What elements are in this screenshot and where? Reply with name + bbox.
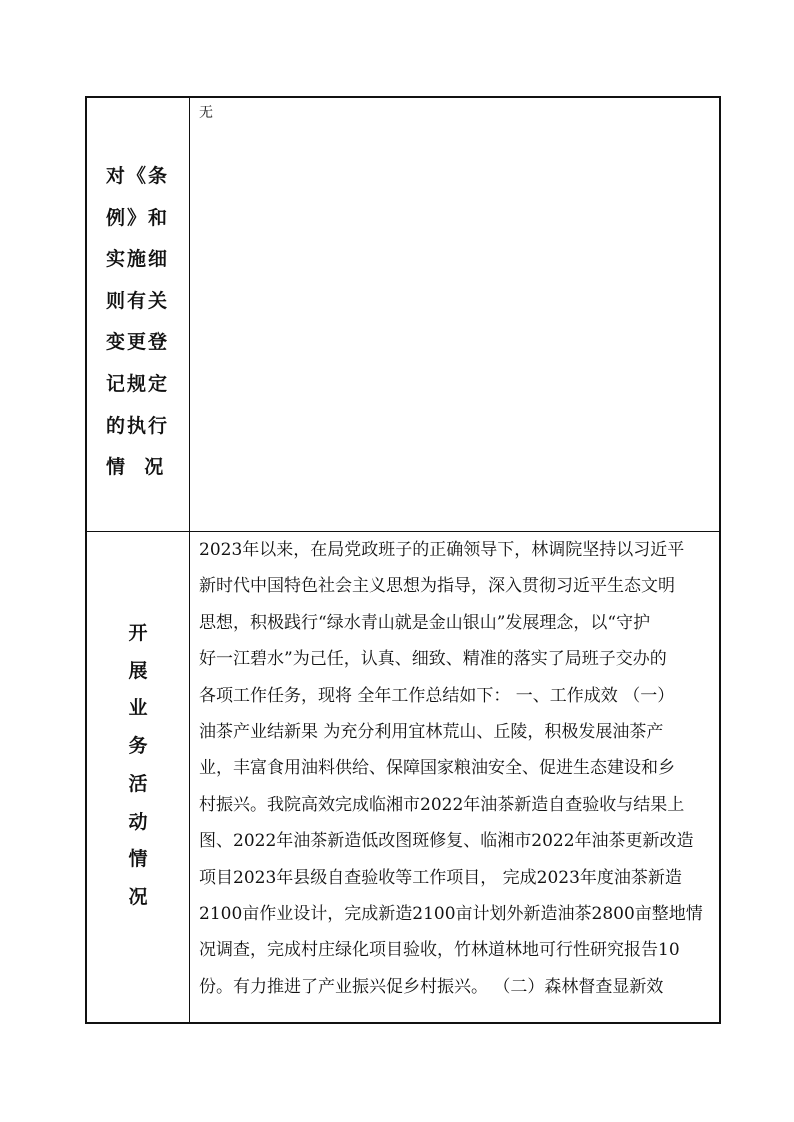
label-line: 变更登 (106, 331, 170, 354)
paragraph-line: 项目2023年县级自查验收等工作项目， 完成2023年度油茶新造 (199, 867, 682, 888)
label-char: 活 (128, 772, 148, 795)
label-line: 实施细 (106, 248, 170, 271)
label-line: 情 况 (106, 456, 166, 479)
paragraph-line: 油茶产业结新果 为充分利用宜林荒山、丘陵，积极发展油茶产 (199, 722, 664, 743)
paragraph-line: 思想，积极践行“绿水青山就是金山银山”发展理念，以“守护 (199, 612, 651, 633)
paragraph-line: 2023年以来，在局党政班子的正确领导下，林调院坚持以习近平 (199, 540, 685, 560)
paragraph-line: 2100亩作业设计，完成新造2100亩计划外新造油茶2800亩整地情 (199, 904, 703, 925)
paragraph-line: 新时代中国特色社会主义思想为指导，深入贯彻习近平生态文明 (199, 576, 675, 597)
paragraph-line: 份。有力推进了产业振兴促乡村振兴。 （二）森林督查显新效 (199, 976, 664, 997)
row-label (106, 156, 176, 489)
label-char: 情 (128, 848, 148, 871)
label-line: 记规定 (106, 372, 170, 395)
paragraph-line: 村振兴。我院高效完成临湘市2022年油茶新造自查验收与结果上 (199, 794, 685, 815)
row-label-cell (87, 532, 190, 1022)
work-summary-paragraph (199, 532, 721, 1005)
label-line: 的执行 (106, 414, 170, 437)
table-row (87, 532, 719, 1022)
label-char: 况 (128, 885, 148, 908)
row-value: 无 (199, 105, 213, 121)
table-row (87, 98, 719, 532)
row-label (87, 615, 189, 917)
paragraph-line: 图、2022年油茶新造低改图斑修复、临湘市2022年油茶更新改造 (199, 831, 694, 852)
paragraph-line: 况调查，完成村庄绿化项目验收，竹林道林地可行性研究报告10 (199, 940, 680, 961)
label-char: 开 (128, 622, 148, 644)
paragraph-line: 各项工作任务，现将 全年工作总结如下： 一、工作成效 （一） (199, 685, 675, 706)
label-line: 则有关 (106, 289, 170, 312)
label-char: 业 (128, 697, 148, 720)
form-table (85, 96, 721, 1024)
paragraph-line: 好一江碧水”为己任，认真、细致、精准的落实了局班子交办的 (199, 649, 667, 670)
label-char: 动 (128, 810, 148, 833)
paragraph-line: 业，丰富食用油料供给、保障国家粮油安全、促进生态建设和乡 (199, 758, 675, 779)
row-label-cell (87, 98, 190, 531)
label-char: 展 (128, 659, 148, 682)
label-line: 例》和 (106, 206, 170, 229)
row-content-cell (190, 532, 719, 1022)
label-line: 对《条 (106, 165, 170, 187)
label-char: 务 (128, 735, 148, 758)
row-content-cell (190, 98, 719, 531)
